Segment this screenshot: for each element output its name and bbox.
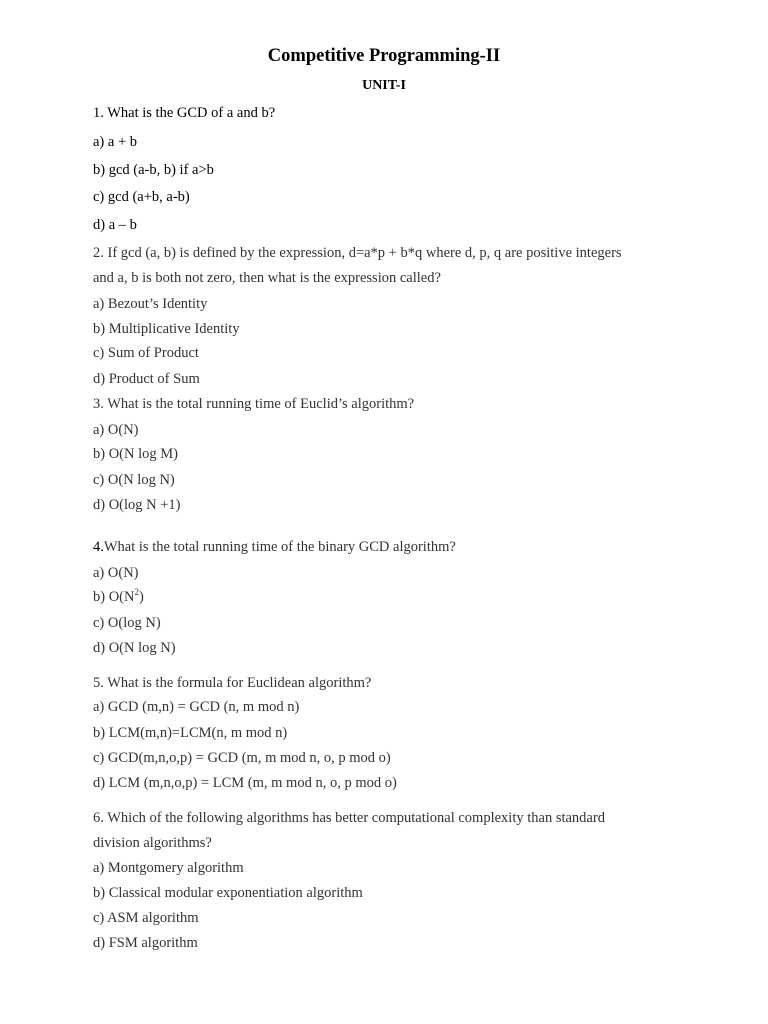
- question-3: 3. What is the total running time of Euclid’s algorithm?: [93, 396, 415, 412]
- question-2-line-1: 2. If gcd (a, b) is defined by the expression, d=a*p + b*q where d, p, q are positive integers: [93, 245, 622, 261]
- q4-option-b: [93, 589, 144, 606]
- q4-option-c: c) O(log N): [93, 615, 161, 631]
- q1-option-c: c) gcd (a+b, a-b): [93, 189, 190, 205]
- q5-option-b: b) LCM(m,n)=LCM(n, m mod n): [93, 725, 288, 741]
- question-6-line-2: division algorithms?: [93, 835, 212, 851]
- q1-option-b: b) gcd (a-b, b) if a>b: [93, 162, 214, 178]
- q4-option-d: d) O(N log N): [93, 640, 176, 656]
- q6-option-b: b) Classical modular exponentiation algorithm: [93, 885, 363, 901]
- question-1: 1. What is the GCD of a and b?: [93, 105, 276, 121]
- q3-option-d: d) O(log N +1): [93, 497, 181, 513]
- q2-option-b: b) Multiplicative Identity: [93, 321, 240, 337]
- q5-option-d: d) LCM (m,n,o,p) = LCM (m, m mod n, o, p mod o): [93, 775, 397, 791]
- unit-heading: UNIT-I: [362, 78, 406, 93]
- question-6-line-1: 6. Which of the following algorithms has better computational complexity than standard: [93, 810, 605, 826]
- q5-option-c: c) GCD(m,n,o,p) = GCD (m, m mod n, o, p mod o): [93, 750, 391, 766]
- q3-option-c: c) O(N log N): [93, 472, 175, 488]
- question-4: [93, 539, 456, 556]
- q3-option-b: b) O(N log M): [93, 446, 178, 462]
- question-4-number: 4.: [93, 539, 104, 555]
- q2-option-c: c) Sum of Product: [93, 345, 199, 361]
- question-2-line-2: and a, b is both not zero, then what is the expression called?: [93, 270, 441, 286]
- q1-option-d: d) a – b: [93, 217, 137, 233]
- q1-option-a: a) a + b: [93, 134, 138, 150]
- q4-option-b-base: b) O(N: [93, 589, 135, 605]
- q6-option-d: d) FSM algorithm: [93, 935, 198, 951]
- q2-option-a: a) Bezout’s Identity: [93, 296, 208, 312]
- q3-option-a: a) O(N): [93, 422, 139, 438]
- document-title: Competitive Programming-II: [267, 46, 501, 66]
- q5-option-a: a) GCD (m,n) = GCD (n, m mod n): [93, 699, 300, 715]
- q4-option-b-exponent: 2: [134, 587, 139, 598]
- q6-option-a: a) Montgomery algorithm: [93, 860, 244, 876]
- q2-option-d: d) Product of Sum: [93, 371, 200, 387]
- q4-option-a: a) O(N): [93, 565, 139, 581]
- question-4-text: What is the total running time of the binary GCD algorithm?: [103, 539, 456, 555]
- q6-option-c: c) ASM algorithm: [93, 910, 199, 926]
- q4-option-b-close: ): [138, 589, 144, 605]
- question-5: 5. What is the formula for Euclidean algorithm?: [93, 675, 372, 691]
